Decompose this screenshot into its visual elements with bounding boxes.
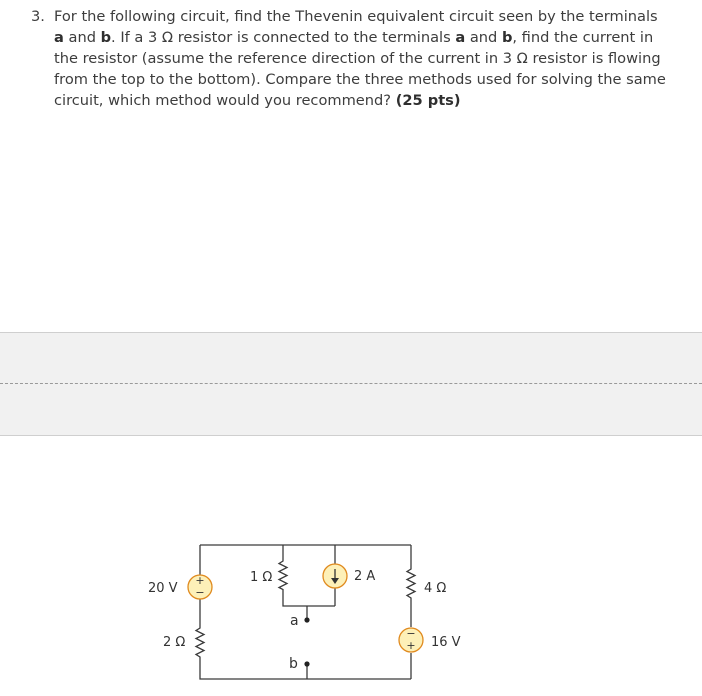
bold-text: a [54,29,64,46]
label-terminal-a: a [290,613,299,629]
resistor-1ohm [279,558,287,592]
minus-sign: − [195,586,205,599]
terminal-a-dot [304,617,309,622]
resistor-4ohm [407,566,415,601]
text-run: For the following circuit, find the Thevenin equivalent circuit seen by the terminals [54,8,658,25]
voltage-source-20v [188,574,212,599]
label-4ohm: 4 Ω [424,581,447,596]
bold-text: b [501,29,513,46]
question-number: 3. [31,8,45,25]
label-2ohm: 2 Ω [163,635,186,650]
text-run: and [465,29,502,46]
plus-sign: + [195,574,205,587]
label-1ohm: 1 Ω [250,570,273,585]
text-run: , find the current in the resistor (assume the reference direction of the current in 3 Ω resistor is flowing from the top to the bottom). Compare the three methods used for solving the same circuit, which method would you recommend? [54,29,666,109]
label-terminal-b: b [289,656,298,672]
bold-text: b [100,29,112,46]
resistor-2ohm [196,625,204,662]
plus-sign: + [406,639,416,652]
text-run: . If a 3 Ω resistor is connected to the terminals [111,29,456,46]
label-20v: 20 V [148,581,178,596]
text-run: and [63,29,101,46]
voltage-source-16v [399,627,423,652]
label-2a: 2 A [354,569,376,584]
minus-sign: − [406,627,416,640]
r1-lead-bottom [283,592,335,606]
bold-text: (25 pts) [395,92,461,109]
terminal-b-dot [304,661,309,666]
label-16v: 16 V [431,635,461,650]
current-source-2a [323,564,347,588]
bold-text: a [455,29,466,46]
wires [200,545,411,679]
